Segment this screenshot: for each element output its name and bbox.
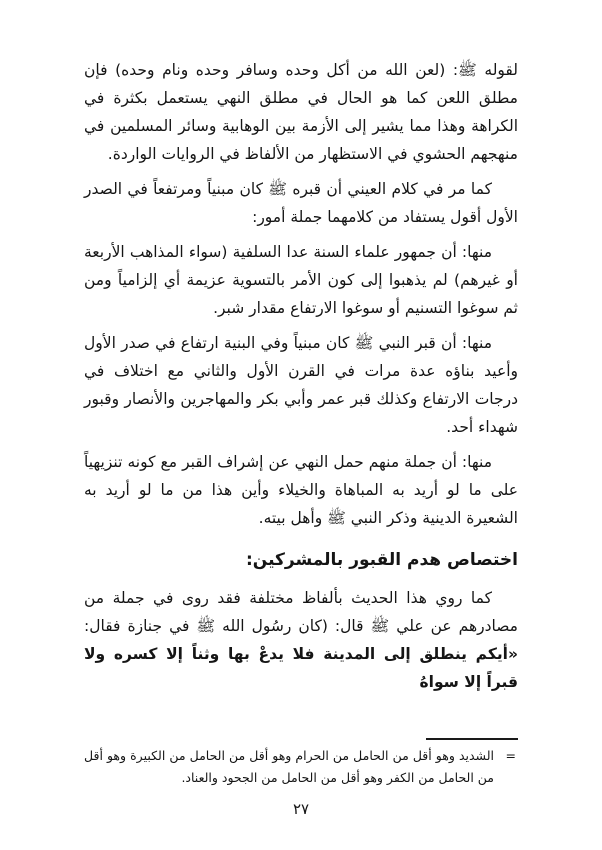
footnote-text: الشديد وهو أقل من الحامل من الحرام وهو أقل من الحامل من الكبيرة وهو أقل من الحامل من الكفر وهو أقل من الحامل من الجحود والعناد. [84, 748, 494, 785]
paragraph: كما مر في كلام العيني أن قبره ﷺ كان مبنياً ومرتفعاً في الصدر الأول أقول يستفاد من كلامهما جملة أمور: [84, 180, 518, 226]
footnote-continuation-marker: = [505, 748, 516, 763]
footnote [84, 745, 518, 789]
section-heading: اختصاص هدم القبور بالمشركين: [245, 550, 518, 570]
paragraph: منها: أن قبر النبي ﷺ كان مبنياً وفي البنية ارتفاع في صدر الأول وأعيد بناؤه عدة مرات في القرن الأول والثاني مع اختلاف في درجات الارتفاع وكذلك قبر عمر وأبي بكر والمهاجرين والأنصار وقبور شهداء أحد. [84, 334, 518, 436]
page-number: ٢٧ [292, 800, 310, 818]
footnote-area [84, 738, 518, 789]
closing-paragraph-lead: كما روي هذا الحديث بألفاظ مختلفة فقد روى في جملة من مصادرهم عن علي ﷺ قال: (كان رسُول الله ﷺ في جنازة فقال: [84, 589, 518, 635]
paragraph: لقوله ﷺ: (لعن الله من أكل وحده وسافر وحده ونام وحده) فإن مطلق اللعن كما هو الحال في مطلق النهي يستعمل بكثرة في الكراهة وهذا مما يشير إلى الأزمة بين الوهابية وسائر المسلمين في منهجهم الحشوي في الاستظهار من الألفاظ في الروايات الواردة. [84, 61, 518, 163]
main-text [84, 56, 518, 703]
paragraph: منها: أن جمهور علماء السنة عدا السلفية (سواء المذاهب الأربعة أو غيرهم) لم يذهبوا إلى كون الأمر بالتسوية عزيمة أي إلزامياً ومن ثم سوغوا التسنيم أو سوغوا الارتفاع مقدار شبر. [84, 243, 518, 317]
closing-paragraph [84, 584, 518, 696]
hadith-quote: «أيكم ينطلق إلى المدينة فلا يدعْ بها وثناً إلا كسره ولا قبراً إلا سواهُ [84, 645, 518, 691]
footnote-separator [426, 738, 518, 740]
paragraph: منها: أن جملة منهم حمل النهي عن إشراف القبر مع كونه تنزيهياً على ما لو أريد به المباهاة والخيلاء وأين هذا من ما لو أريد به الشعيرة الدينية وذكر النبي ﷺ وأهل بيته. [84, 453, 518, 527]
